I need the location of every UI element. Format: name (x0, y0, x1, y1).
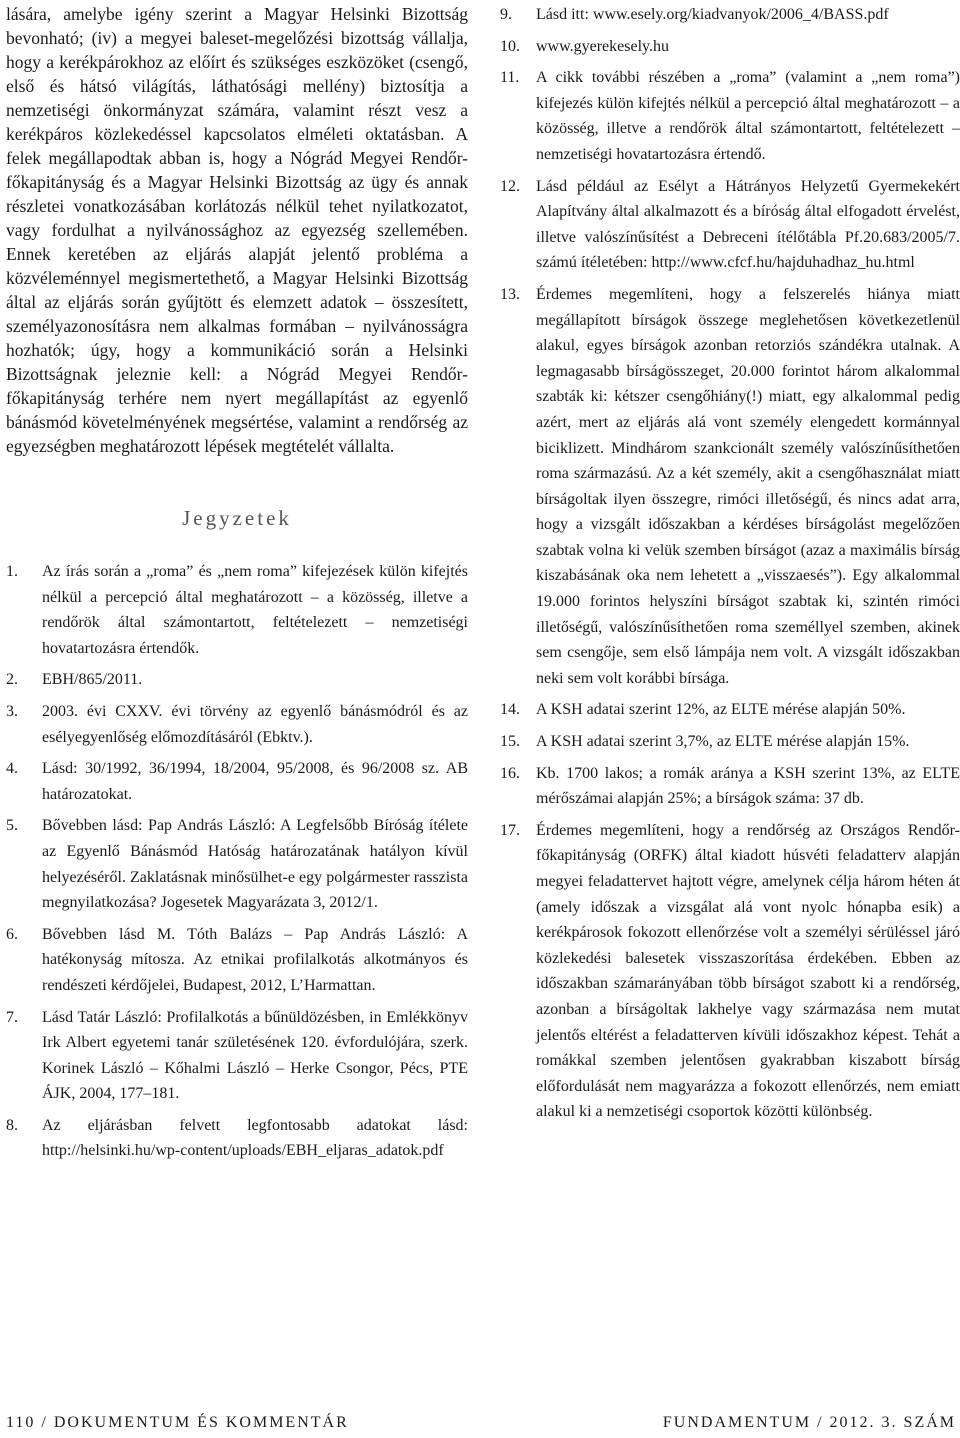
note-number: 8. (6, 1116, 18, 1134)
notes-heading: Jegyzetek (182, 506, 292, 530)
note-text: EBH/865/2011. (42, 671, 143, 689)
note-text: 2003. évi CXXV. évi törvény az egyenlő bánásmódról és az esélyegyenlőség előmozdításáról (Ebktv.). (42, 702, 468, 746)
note-number: 13. (500, 285, 520, 303)
note-item (500, 65, 960, 167)
note-text: www.gyerekesely.hu (536, 37, 669, 55)
note-item (500, 174, 960, 276)
note-number: 12. (500, 177, 520, 195)
note-number: 7. (6, 1008, 18, 1026)
note-text: Lásd Tatár László: Profilalkotás a bűnüldözésben, in Emlékkönyv Irk Albert egyetemi tanár születésének 120. évfordulójára, szerk. Korinek László – Kőhalmi László – Herke Csongor, Pécs, PTE ÁJK, 2004, 177–181. (42, 1008, 468, 1103)
note-text: A KSH adatai szerint 3,7%, az ELTE mérése alapján 15%. (536, 733, 910, 751)
note-item (6, 667, 468, 693)
note-number: 2. (6, 671, 18, 689)
note-item (6, 756, 468, 807)
body-paragraph: lására, amelybe igény szerint a Magyar Helsinki Bizottság bevonható; (iv) a megyei baleset-megelőzési bizottság vállalja, hogy a kerékpárokhoz az előírt és szükséges eszközöket (csengő, első és hátsó világítás, láthatósági mellény) biztosítja a nemzetiségi önkormányzat számára, valamint részt vesz a kerékpáros közlekedéssel kapcsolatos elméleti oktatásban. A felek megállapodtak abban is, hogy a Nógrád Megyei Rendőr-főkapitányság és a Magyar Helsinki Bizottság az ügy és annak részletei vonatkozásában korlátozás nélkül tehet nyilatkozatot, vagy fordulhat a nyilvánossághoz az egyezség szellemében. Ennek keretében az eljárás alapját jelentő probléma a közvéleménnyel megismertethető, a Magyar Helsinki Bizottság által az eljárás során gyűjtött és elemzett adatok – összesített, személyazonosításra nem alkalmas formában – nyilvánosságra hozhatók; úgy, hogy a kommunikáció során a Helsinki Bizottságnak jeleznie kell: a Nógrád Megyei Rendőr-főkapitányság terhére nem nyert megállapítást az egyenlő bánásmód követelményének megsértése, valamint a rendőrség az egyezségben meghatározott lépések megtételét vállalta. (6, 4, 468, 456)
note-number: 9. (500, 6, 512, 23)
note-text: A KSH adatai szerint 12%, az ELTE mérése alapján 50%. (536, 701, 906, 719)
note-text: Érdemes megemlíteni, hogy a felszerelés hiánya miatt megállapított bírságok összege meglehetősen következetlenül alakul, egyes bírságok azonban retorziós szándékra utalnak. A legmagasabb bírságösszeget, 20.000 forintot három alkalommal szabták ki: kétszer csengőhiány(!) miatt, egy alkalommal pedig azért, mert az eljárás alá vont személy elengedett kormánnyal biciklizett. Mindhárom szankcionált személy valószínűsíthetően roma származású. Az a két személy, akit a csengőhasználat miatt bírságoltak ilyen összegre, rimóci illetőségű, és nincs adat arra, hogy a vizsgált időszakban a kérdéses bírságolást megelőzően szabtak volna ki velük szemben bírságot (azaz a maximális bírság kiszabásának oka nem lehetett a „visszaesés”). Egy alkalommal 19.000 forintos helyszíni bírságot szabtak ki, szintén rimóci illetőségű, valószínűsíthetően roma személlyel szemben, akinek sem csengője, sem első lámpája nem volt. A vizsgált időszakban neki sem volt korábbi bírsága. (536, 285, 960, 687)
note-item (500, 34, 960, 60)
note-number: 1. (6, 563, 18, 580)
note-item (500, 761, 960, 812)
note-text: Kb. 1700 lakos; a romák aránya a KSH szerint 13%, az ELTE mérőszámai alapján 25%; a bírságok száma: 37 db. (536, 764, 960, 808)
note-text: Érdemes megemlíteni, hogy a rendőrség az Országos Rendőr-főkapitányság (ORFK) által kiadott húsvéti feladatterv alapján megyei feladattervet hajtott végre, amelynek célja három héten át (amely időszak a vizsgálat alá vont nyolc hónapba esik) a kerékpárosok fokozott ellenőrzése volt a személyi sérüléssel járó közlekedési balesetek visszaszorítása érdekében. Ebben az időszakban számarányában több bírságot szabott ki a rendőrség, azonban a bírságoltak lakhelye vagy származása nem mutat jelentős eltérést a feladatterven kívüli időszakhoz képest. Tehát a romákkal szemben jelentősen gyakrabban kiszabott bírság előfordulását nem magyarázza a fokozott ellenőrzés, nem emiatt alakul ki a nemzetiségi csoportok közötti különbség. (536, 821, 960, 1121)
note-item (6, 813, 468, 915)
note-text: Bővebben lásd M. Tóth Balázs – Pap András László: A hatékonyság mítosza. Az etnikai profilalkotás alkotmányos és rendészeti kérdőjelei, Budapest, 2012, L’Harmattan. (42, 925, 468, 994)
note-item (500, 818, 960, 1125)
note-item (500, 729, 960, 755)
note-number: 5. (6, 817, 18, 835)
note-text: Lásd: 30/1992, 36/1994, 18/2004, 95/2008, és 96/2008 sz. AB határozatokat. (42, 760, 468, 803)
note-text: A cikk további részében a „roma” (valamint a „nem roma”) kifejezés külön kifejtés nélkül a percepció által meghatározott – a közösség, illetve a rendőrök által számontartott, feltételezett – nemzetiségi hovatartozásra értendő. (536, 69, 960, 163)
note-number: 6. (6, 925, 18, 943)
note-item (500, 2, 960, 28)
note-item (500, 697, 960, 723)
note-text: Az írás során a „roma” és „nem roma” kifejezések külön kifejtés nélkül a percepció által meghatározott – a közösség, illetve a rendőrök által számontartott, feltételezett – nemzetiségi hovatartozásra értendők. (42, 563, 468, 657)
left-column (6, 0, 468, 1170)
note-number: 17. (500, 821, 520, 839)
note-text: Lásd például az Esélyt a Hátrányos Helyzetű Gyermekekért Alapítvány által alkalmazott és a bíróság által elfogadott érvelést, illetve valószínűsítést a Debreceni ítélőtábla Pf.20.683/2005/7. számú ítéletében: http://www.cfcf.hu/hajduhadhaz_hu.html (536, 177, 960, 272)
notes-list-right (500, 0, 960, 1125)
right-column (500, 0, 960, 1131)
note-item (6, 1113, 468, 1164)
note-text: Bővebben lásd: Pap András László: A Legfelsőbb Bíróság ítélete az Egyenlő Bánásmód Hatóság határozatának hatályon kívül helyezéséről. Zaklatásnak minősülhet-e egy polgármester rasszista megnyilatkozása? Jogesetek Magyarázata 3, 2012/1. (42, 817, 468, 912)
note-number: 3. (6, 702, 18, 720)
note-number: 10. (500, 37, 520, 55)
note-number: 15. (500, 733, 520, 751)
footer-journal-label: FUNDAMENTUM / 2012. 3. SZÁM (662, 1414, 956, 1431)
note-item (6, 922, 468, 999)
note-item (6, 1005, 468, 1107)
note-number: 4. (6, 760, 18, 778)
footer-page-label: 110 / DOKUMENTUM ÉS KOMMENTÁR (6, 1414, 349, 1431)
note-item (500, 282, 960, 692)
note-text: Lásd itt: www.esely.org/kiadvanyok/2006_4/BASS.pdf (536, 6, 889, 23)
note-number: 16. (500, 764, 520, 782)
note-number: 11. (500, 69, 520, 87)
notes-list-left (6, 559, 468, 1164)
note-text: Az eljárásban felvett legfontosabb adatokat lásd: http://helsinki.hu/wp-content/uploads/EBH_eljaras_adatok.pdf (42, 1116, 468, 1160)
note-item (6, 699, 468, 750)
note-item (6, 559, 468, 661)
note-number: 14. (500, 701, 520, 719)
